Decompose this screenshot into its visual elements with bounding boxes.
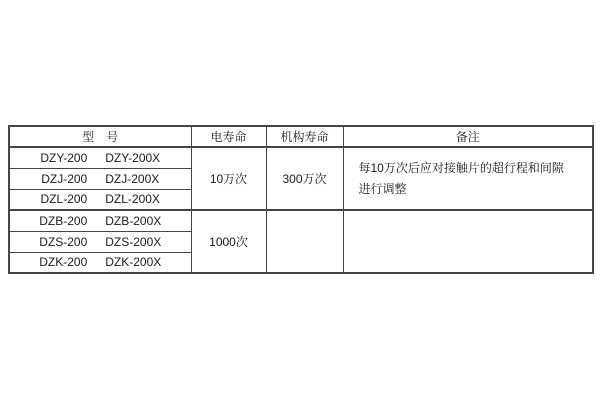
model-name-variant: DZL-200X <box>105 192 160 207</box>
remarks-line-1: 每10万次后应对接触片的超行程和间隙 <box>358 160 564 175</box>
remarks-cell-group2 <box>343 210 593 273</box>
model-name-variant: DZS-200X <box>105 234 162 249</box>
relay-life-spec-table <box>8 125 594 274</box>
header-remarks: 备注 <box>343 126 593 147</box>
model-cell-dzb <box>9 210 191 231</box>
model-cell-dzl <box>9 189 191 210</box>
model-cell-dzs <box>9 231 191 252</box>
mechanism-life-cell-group2 <box>266 210 343 273</box>
model-name: DZS-200 <box>39 234 88 249</box>
model-cell-dzk <box>9 252 191 273</box>
model-cell-dzy <box>9 147 191 168</box>
model-name: DZB-200 <box>39 213 88 228</box>
model-name-variant: DZJ-200X <box>105 171 160 186</box>
model-name: DZL-200 <box>40 192 88 207</box>
electrical-life-cell-group2: 1000次 <box>191 210 266 273</box>
model-name: DZK-200 <box>39 255 88 270</box>
model-name-variant: DZY-200X <box>105 150 161 165</box>
model-name-variant: DZK-200X <box>105 255 162 270</box>
header-electrical-life: 电寿命 <box>191 126 266 147</box>
remarks-line-2: 进行调整 <box>358 181 407 196</box>
model-name: DZJ-200 <box>41 171 88 186</box>
remarks-cell-group1 <box>343 147 593 210</box>
header-mechanism-life: 机构寿命 <box>266 126 343 147</box>
model-cell-dzj <box>9 168 191 189</box>
table-row-dzy <box>9 147 593 168</box>
mechanism-life-cell-group1: 300万次 <box>266 147 343 210</box>
table-row-dzb <box>9 210 593 231</box>
header-row <box>9 126 593 147</box>
model-name-variant: DZB-200X <box>105 213 162 228</box>
header-model: 型 号 <box>9 126 191 147</box>
model-name: DZY-200 <box>40 150 88 165</box>
electrical-life-cell-group1: 10万次 <box>191 147 266 210</box>
